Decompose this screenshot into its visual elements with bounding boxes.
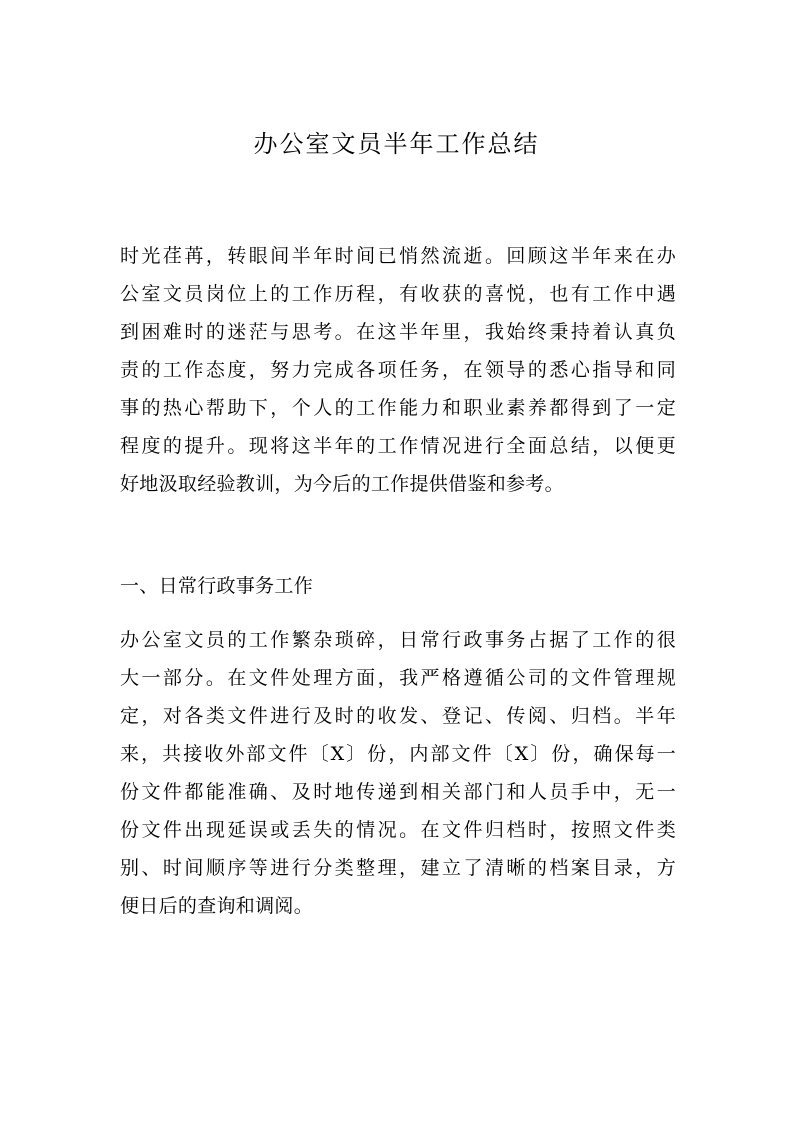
paragraph-line: 便日后的查询和调阅。 [120,895,314,917]
paragraph-line: 事的热心帮助下，个人的工作能力和职业素养都得到了一定 [120,397,676,419]
section-paragraph [120,621,676,925]
paragraph-line: 好地汲取经验教训，为今后的工作提供借鉴和参考。 [120,473,564,495]
intro-paragraph [120,237,676,503]
paragraph-line: 时光荏苒，转眼间半年时间已悄然流逝。回顾这半年来在办 [120,245,676,267]
paragraph-line: 办公室文员的工作繁杂琐碎，日常行政事务占据了工作的很 [120,629,676,651]
section-heading: 一、日常行政事务工作 [120,575,314,597]
paragraph-line: 公室文员岗位上的工作历程，有收获的喜悦，也有工作中遇 [120,283,676,305]
paragraph-line: 定，对各类文件进行及时的收发、登记、传阅、归档。半年 [120,705,676,727]
paragraph-line: 别、时间顺序等进行分类整理，建立了清晰的档案目录，方 [120,857,676,879]
paragraph-line: 份文件都能准确、及时地传递到相关部门和人员手中，无一 [120,781,676,803]
paragraph-line: 责的工作态度，努力完成各项任务，在领导的悉心指导和同 [120,359,676,381]
document-title: 办公室文员半年工作总结 [253,130,540,158]
paragraph-line: 来，共接收外部文件〔X〕份，内部文件〔X〕份，确保每一 [120,743,676,765]
paragraph-line: 到困难时的迷茫与思考。在这半年里，我始终秉持着认真负 [120,321,676,343]
paragraph-line: 大一部分。在文件处理方面，我严格遵循公司的文件管理规 [120,667,676,689]
paragraph-line: 程度的提升。现将这半年的工作情况进行全面总结，以便更 [120,435,676,457]
paragraph-line: 份文件出现延误或丢失的情况。在文件归档时，按照文件类 [120,819,676,841]
